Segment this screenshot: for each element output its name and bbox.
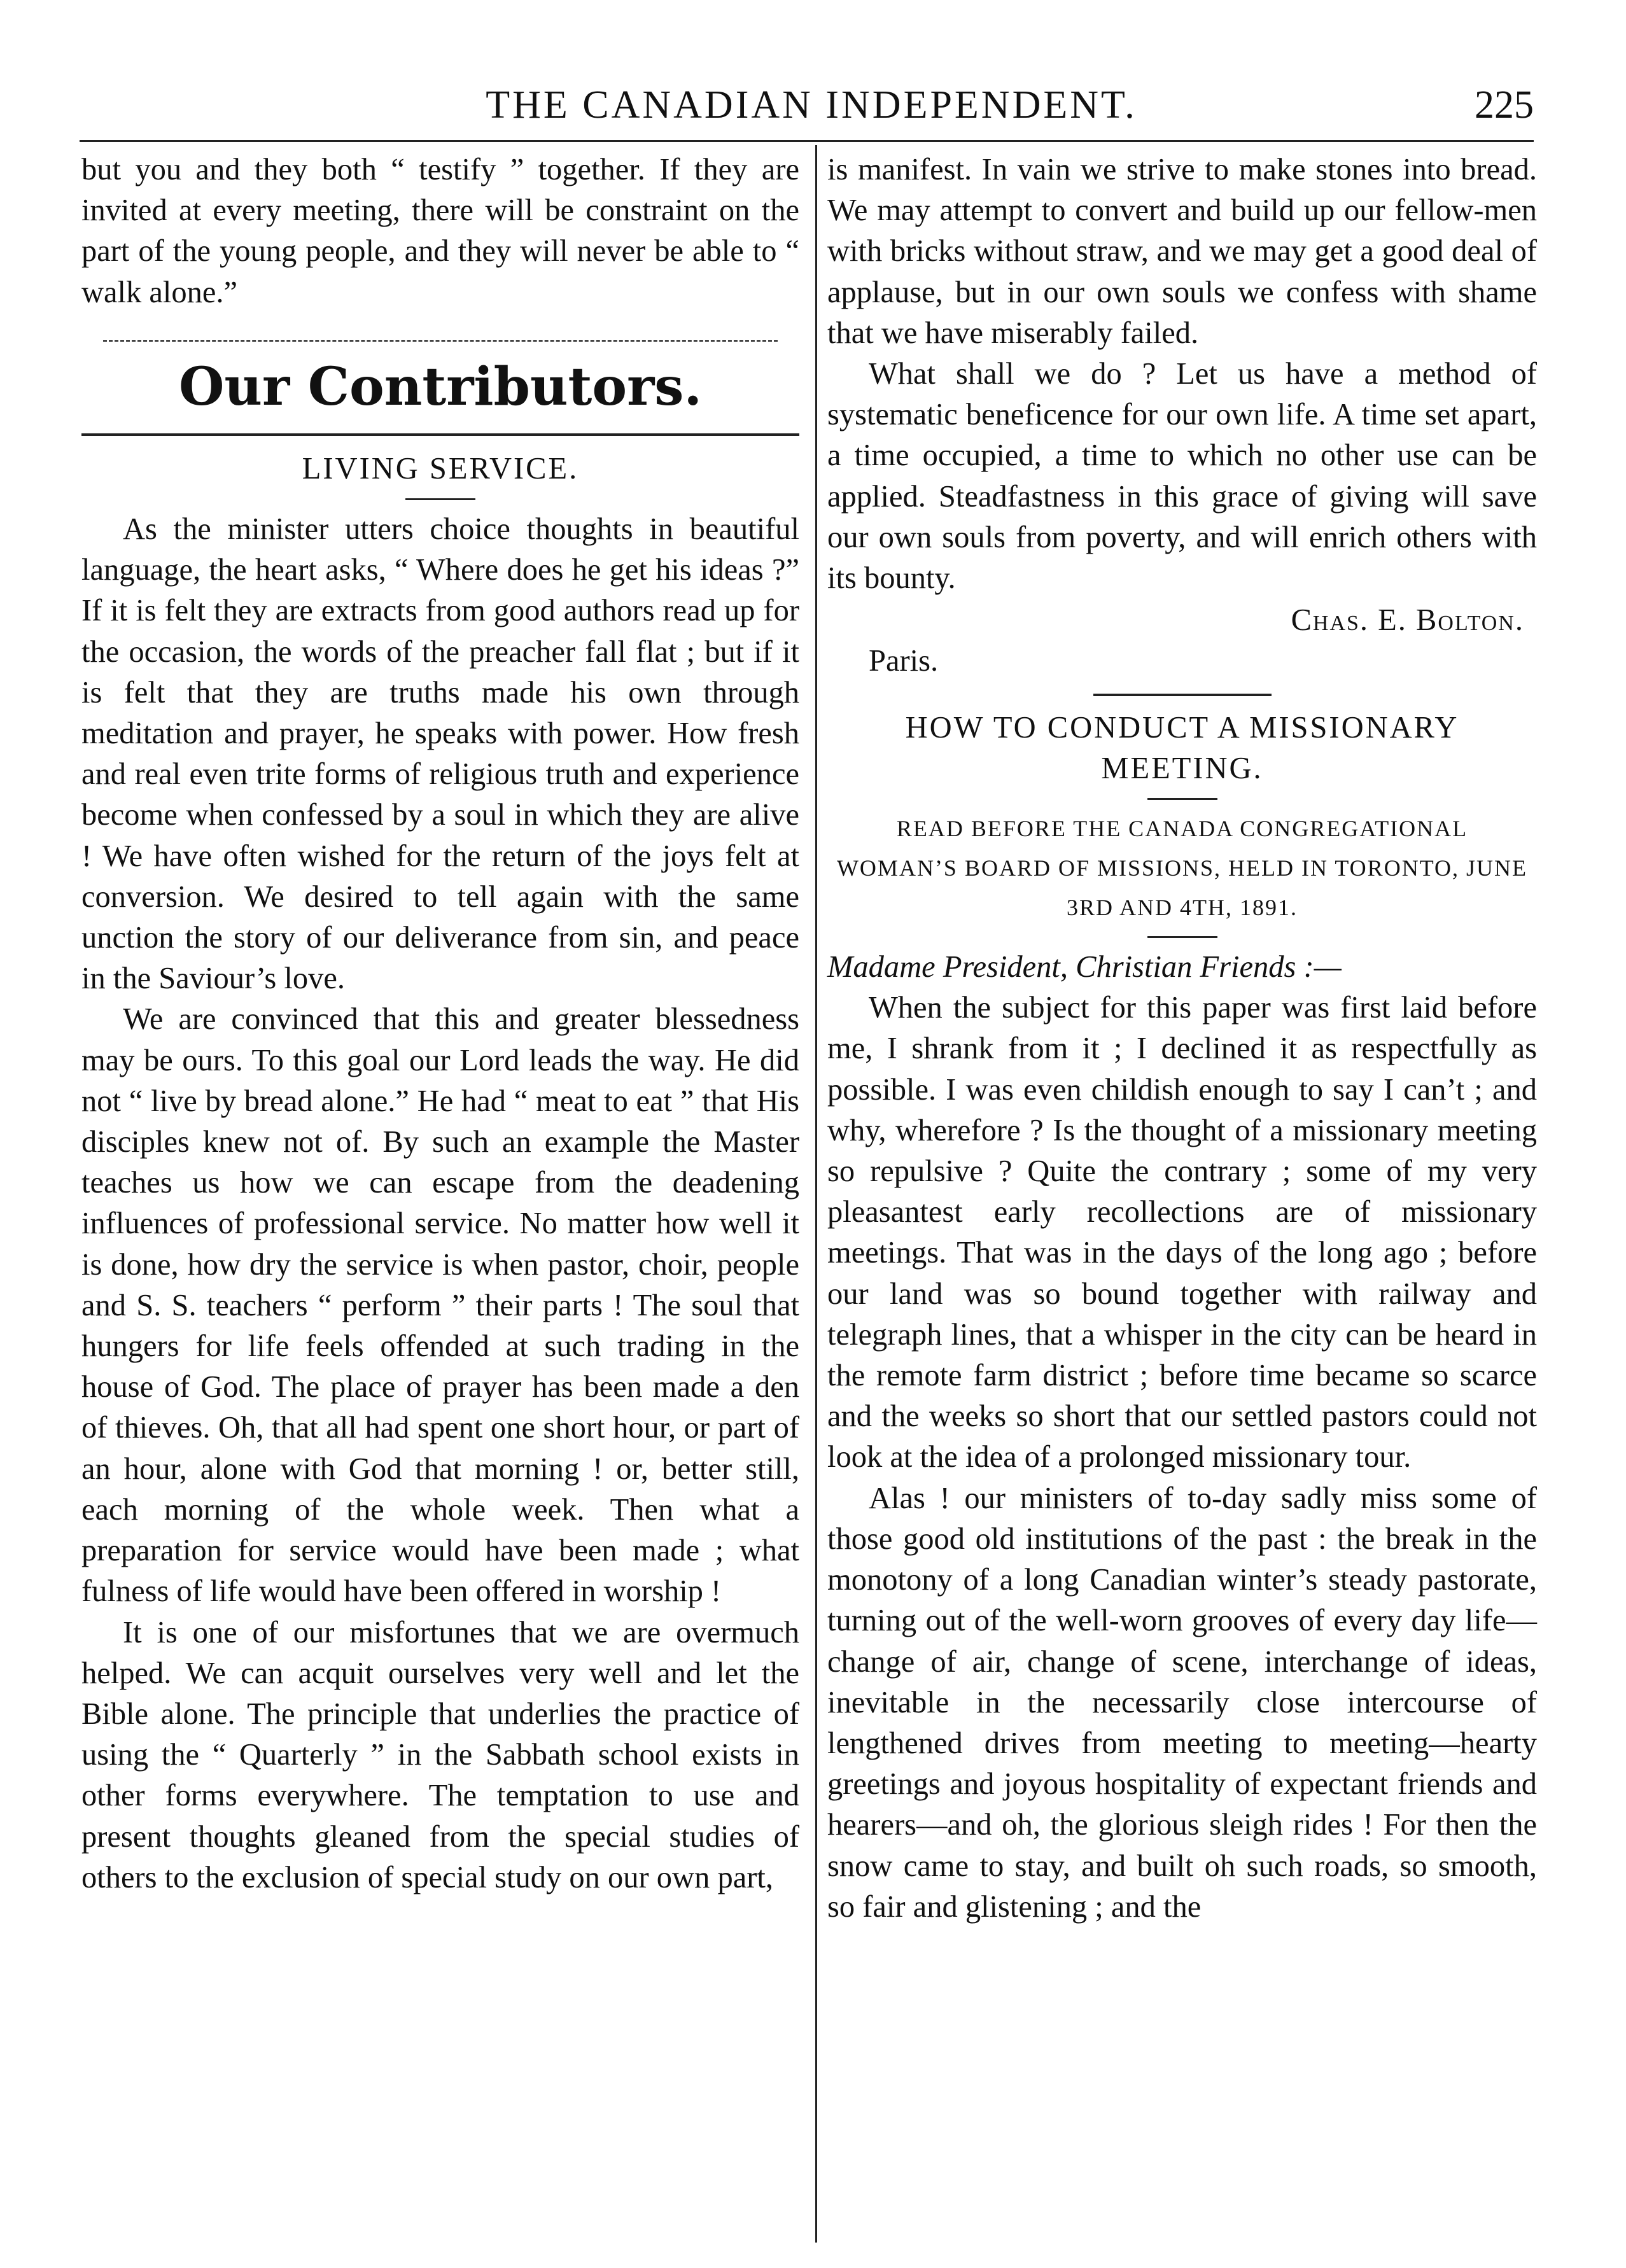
header-rule	[80, 140, 1534, 142]
subtitle-rule	[1147, 936, 1217, 938]
article-paragraph: When the subject for this paper was first laid before me, I shrank from it ; I declined it as respectfully as possible. I was even childish enough to say I can’t ; and why, wherefore ? Is the thought of a missionary meeting so repulsive ? Quite the contrary ; some of my very pleasantest early recollections are of missionary meetings. That was in the days of the long ago ; before our land was so bound together with railway and telegraph lines, that a whisper in the city can be heard in the remote farm district ; before time became so scarce and the weeks so short that our settled pastors could not look at the idea of a prolonged missionary tour.	[827, 991, 1537, 1474]
article-title-line-2: MEETING.	[1101, 751, 1263, 785]
column-divider	[815, 145, 817, 2243]
left-column	[81, 150, 799, 1898]
page-header	[89, 83, 1534, 140]
article-paragraph: Alas ! our ministers of to-day sadly miss some of those good old institutions of the past : the break in the monotony of a long Canadian winter’s steady pastorate, turning out of the well-worn grooves of every day life—change of air, change of scene, interchange of ideas, inevitable in the necessarily close intercourse of lengthened drives from meeting to meeting—hearty greetings and joyous hospitality of expectant friends and hearers—and oh, the glorious sleigh rides ! For then the snow came to stay, and built oh such roads, so smooth, so fair and glistening ; and the	[827, 1481, 1537, 1924]
article-title: HOW TO CONDUCT A MISSIONARY	[905, 710, 1459, 745]
section-heading: Our Contributors.	[178, 356, 703, 417]
article-paragraph: As the minister utters choice thoughts in beautiful language, the heart asks, “ Where does he get his ideas ?” If it is felt they are extracts from good authors read up for the occasion, the words of the preacher fall flat ; but if it is felt that they are truths made his own through meditation and prayer, he speaks with power. How fresh and real even trite forms of religious truth and experience become when confessed by a soul in which they are alive ! We have often wished for the return of the joys felt at conversion. We desired to tell again with the same unction the story of our deliverance from sin, and peace in the Saviour’s love.	[81, 512, 799, 996]
title-rule	[1147, 798, 1217, 800]
article-title: LIVING SERVICE.	[302, 451, 579, 486]
running-title: THE CANADIAN INDEPENDENT.	[486, 83, 1137, 127]
author-signature: Chas. E. Bolton.	[1291, 603, 1524, 638]
article-separator	[1093, 694, 1272, 696]
right-column	[827, 150, 1537, 1928]
continued-paragraph: is manifest. In vain we strive to make stones into bread. We may attempt to convert and build up our fellow-men with bricks without straw, and we may get a good deal of applause, but in our own souls we confess with shame that we have miserably failed.	[827, 153, 1537, 350]
article-subtitle: READ BEFORE THE CANADA CONGREGATIONAL WOMAN’S BOARD OF MISSIONS, HELD IN TORONTO, JUNE 3RD AND 4TH, 1891.	[836, 816, 1528, 921]
section-separator	[103, 340, 778, 342]
page-number: 225	[1475, 83, 1534, 127]
section-rule	[81, 433, 799, 436]
title-rule	[405, 498, 475, 500]
intro-paragraph: but you and they both “ testify ” together. If they are invited at every meeting, there will be constraint on the part of the young people, and they will never be able to “ walk alone.”	[81, 153, 799, 309]
author-place: Paris.	[869, 644, 939, 678]
article-paragraph: What shall we do ? Let us have a method of systematic beneficence for our own life. A time set apart, a time occupied, a time to which no other use can be applied. Steadfastness in this grace of giving will save our own souls from poverty, and will enrich others with its bounty.	[827, 357, 1537, 596]
article-paragraph: It is one of our misfortunes that we are overmuch helped. We can acquit ourselves very well and let the Bible alone. The principle that underlies the practice of using the “ Quarterly ” in the Sabbath school exists in other forms everywhere. The temptation to use and present thoughts gleaned from the special studies of others to the exclusion of special study on our own part,	[81, 1615, 799, 1894]
salutation: Madame President, Christian Friends :—	[827, 950, 1342, 984]
article-paragraph: We are convinced that this and greater blessedness may be ours. To this goal our Lord leads the way. He did not “ live by bread alone.” He had “ meat to eat ” that His disciples knew not of. By such an example the Master teaches us how we can escape from the deadening influences of professional service. No matter how well it is done, how dry the service is when pastor, choir, people and S. S. teachers “ perform ” their parts ! The soul that hungers for life feels offended at such trading in the house of God. The place of prayer has been made a den of thieves. Oh, that all had spent one short hour, or part of an hour, alone with God that morning ! or, better still, each morning of the whole week. Then what a preparation for service would have been made ; what fulness of life would have been offered in worship !	[81, 1002, 799, 1609]
